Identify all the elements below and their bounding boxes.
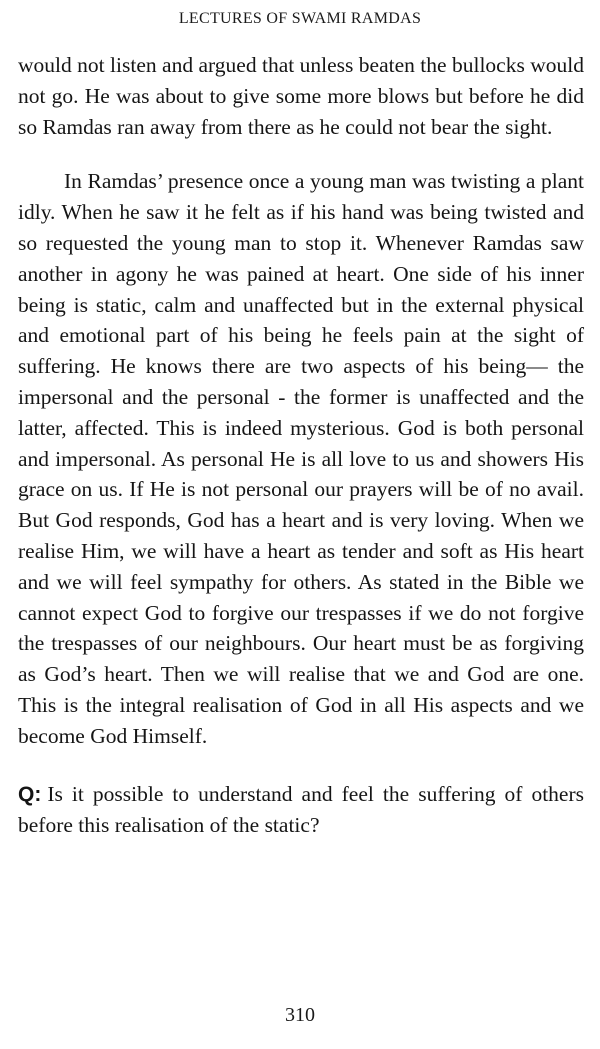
paragraph-spacer [18,142,584,166]
running-head: LECTURES OF SWAMI RAMDAS [178,10,422,27]
page-number: 310 [285,1004,315,1026]
paragraph-ramdas-presence: In Ramdas’ presence once a young man was twisting a plant idly. When he saw it he felt as if his hand was being twisted and so requested the young man to stop it. Whenever Ramdas saw another in agony he was pained at heart. One side of his inner being is static, calm and unaffected but in the external physical and emotional part of his being he feels pain at the sight of suffering. He knows there are two aspects of his being— the impersonal and the personal - the former is unaffected and the latter, affected. This is indeed mysterious. God is both personal and impersonal. As personal He is all love to us and showers His grace on us. If He is not personal our prayers will be of no avail. But God responds, God has a heart and is very loving. When we realise Him, we will have a heart as tender and soft as His heart and we will feel sympathy for others. As stated in the Bible we cannot expect God to forgive our trespasses if we do not forgive the trespasses of our neighbours. Our heart must be as forgiving as God’s heart. Then we will realise that we and God are one. This is the integral realisation of God in all His aspects and we become God Himself. [18,169,584,748]
body-text [18,50,584,841]
question-text: Is it possible to understand and feel the suffering of others before this realisation of the static? [18,781,584,838]
question-spacer [18,752,584,779]
question-label: Q: [18,782,42,806]
paragraph-continuation: would not listen and argued that unless beaten the bullocks would not go. He was about to give some more blows but before he did so Ramdas ran away from there as he could not bear the sight. [18,53,584,139]
question-paragraph [18,779,584,842]
